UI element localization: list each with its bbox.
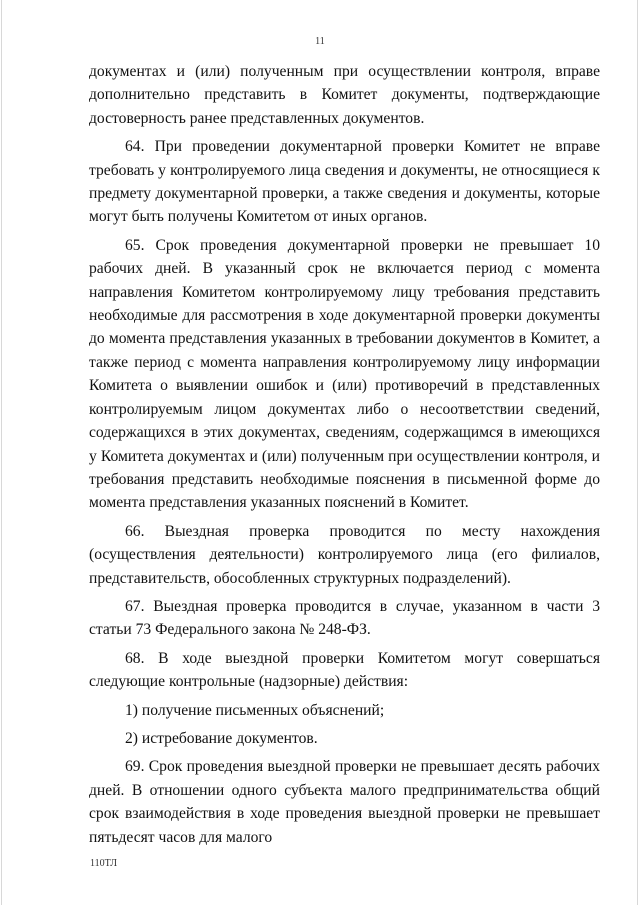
paragraph-69: 69. Срок проведения выездной проверки не превышает десять рабочих дней. В отношении одного субъекта малого предпринимательства общий срок взаимодействия в ходе проведения выездной проверки не превышает пятьдесят часов для малого xyxy=(89,758,600,846)
paragraph-68: 68. В ходе выездной проверки Комитетом могут совершаться следующие контрольные (надзорные) действия: xyxy=(89,649,600,691)
paragraph-67: 67. Выездная проверка проводится в случае, указанном в части 3 статьи 73 Федерального закона № 248-ФЗ. xyxy=(89,597,600,639)
list-item-1: 1) получение письменных объяснений; xyxy=(125,701,385,719)
page-edge-right xyxy=(637,0,638,905)
paragraph-65: 65. Срок проведения документарной проверки не превышает 10 рабочих дней. В указанный срок не включается период с момента направления Комитетом контролируемому лицу требования представить необходимые для рассмотрения в ходе документарной проверки документы до момента представления указанных в требовании документов в Комитет, а также период с момента направления контролируемому лицу информации Комитета о выявлении ошибок и (или) противоречий в представленных контролируемым лицом документах либо о несоответствии сведений, содержащихся в этих документах, сведениям, содержащимся в имеющихся у Комитета документах и (или) полученным при осуществлении контроля, и требования представить необходимые пояснения в письменной форме до момента представления указанных пояснений в Комитет. xyxy=(89,236,600,512)
page-number: 11 xyxy=(315,36,325,47)
paragraph-64: 64. При проведении документарной проверки Комитет не вправе требовать у контролируемого лица сведения и документы, не относящиеся к предмету документарной проверки, а также сведения и документы, которые могут быть получены Комитетом от иных органов. xyxy=(89,138,600,226)
paragraph-continuation: документах и (или) полученным при осуществлении контроля, вправе дополнительно представить в Комитет документы, подтверждающие достоверность ранее представленных документов. xyxy=(89,63,600,127)
list-item-2: 2) истребование документов. xyxy=(125,729,318,747)
page-edge-left xyxy=(1,0,2,905)
document-code: 110ТЛ xyxy=(90,858,118,869)
document-body xyxy=(89,60,600,854)
paragraph-66: 66. Выездная проверка проводится по месту нахождения (осуществления деятельности) контролируемого лица (его филиалов, представительств, обособленных структурных подразделений). xyxy=(89,522,600,587)
